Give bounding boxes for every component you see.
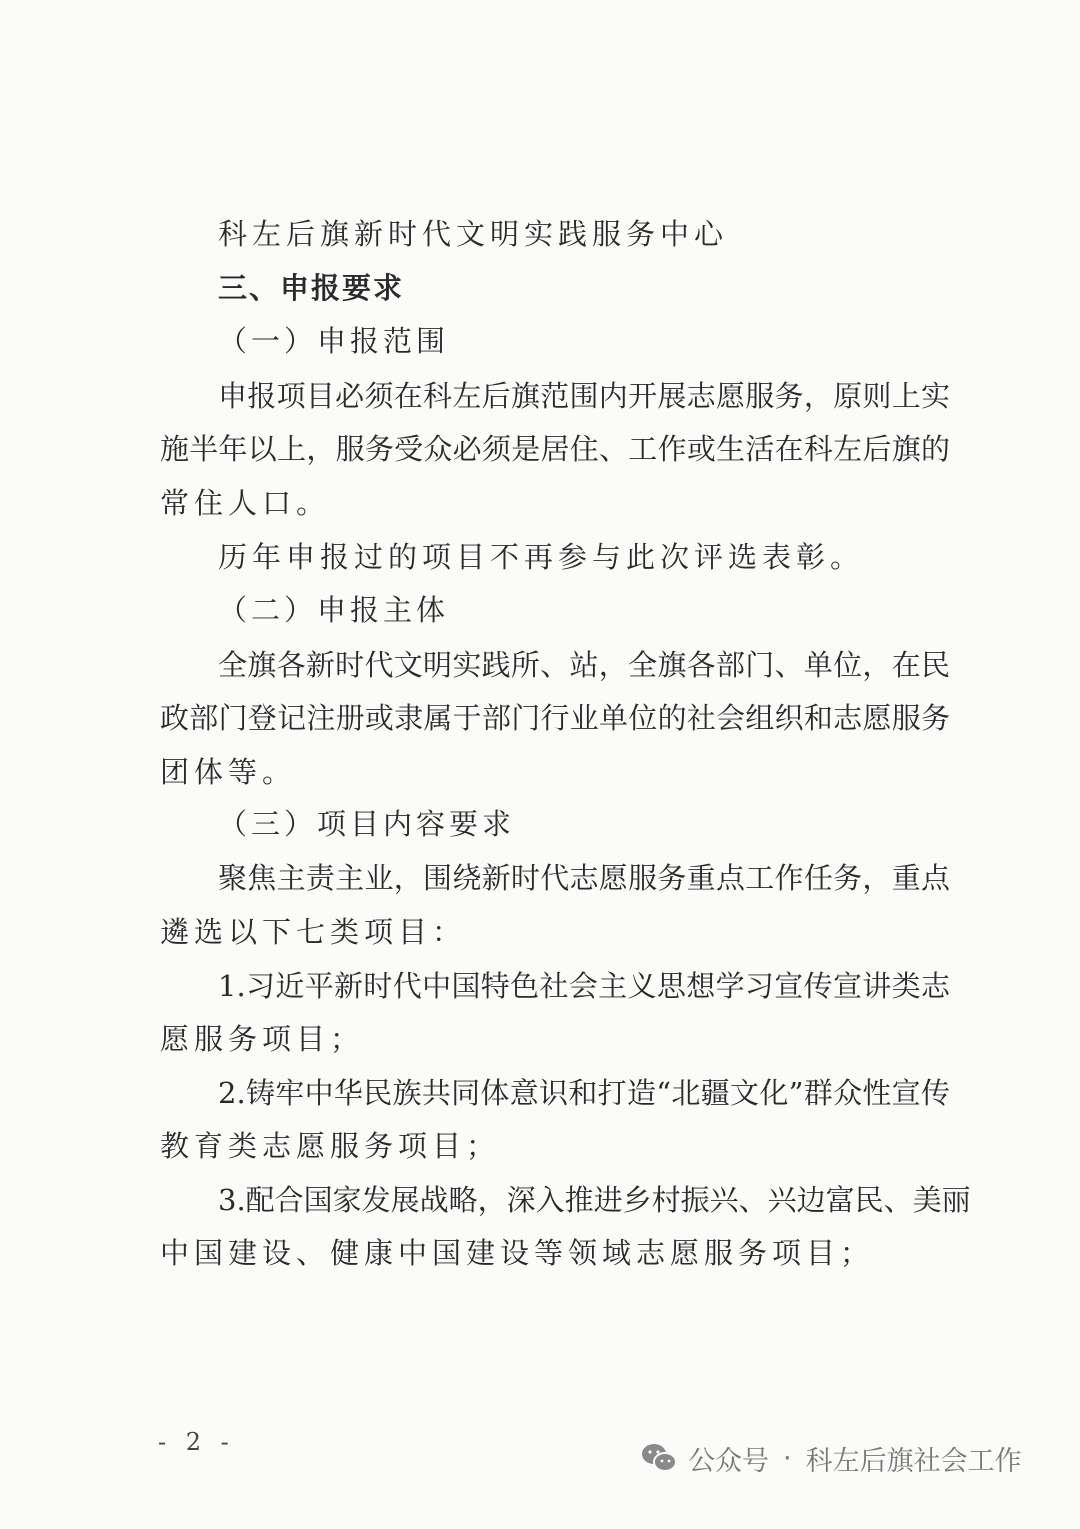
section-heading: 三、申报要求 bbox=[218, 271, 405, 305]
paragraph-line: 历年申报过的项目不再参与此次评选表彰。 bbox=[218, 540, 865, 574]
page-number: - 2 - bbox=[158, 1428, 235, 1456]
paragraph-line: 聚焦主责主业，围绕新时代志愿服务重点工作任务，重点 bbox=[218, 861, 950, 895]
watermark-prefix: 公众号 bbox=[688, 1445, 769, 1477]
wechat-icon bbox=[640, 1442, 678, 1474]
watermark bbox=[640, 1436, 1022, 1480]
paragraph-line: 遴选以下七类项目： bbox=[160, 915, 467, 949]
paragraph-line: 常住人口。 bbox=[160, 486, 331, 520]
unit-name: 科左后旗新时代文明实践服务中心 bbox=[218, 217, 729, 251]
watermark-separator: · bbox=[783, 1442, 792, 1474]
list-item: 2.铸牢中华民族共同体意识和打造“北疆文化”群众性宣传 bbox=[218, 1076, 950, 1110]
paragraph-line: 施半年以上，服务受众必须是居住、工作或生活在科左后旗的 bbox=[160, 432, 950, 466]
list-item: 1.习近平新时代中国特色社会主义思想学习宣传宣讲类志 bbox=[218, 969, 950, 1003]
list-item-continued: 愿服务项目； bbox=[160, 1022, 365, 1056]
subheading-applicant: （二）申报主体 bbox=[218, 593, 450, 627]
subheading-content: （三）项目内容要求 bbox=[218, 807, 516, 841]
subheading-scope: （一）申报范围 bbox=[218, 324, 450, 358]
paragraph-line: 政部门登记注册或隶属于部门行业单位的社会组织和志愿服务 bbox=[160, 701, 950, 735]
paragraph-line: 全旗各新时代文明实践所、站，全旗各部门、单位，在民 bbox=[218, 648, 950, 682]
watermark-account: 科左后旗社会工作 bbox=[805, 1445, 1022, 1477]
paragraph-line: 团体等。 bbox=[160, 755, 297, 789]
list-item: 3.配合国家发展战略，深入推进乡村振兴、兴边富民、美丽 bbox=[218, 1183, 971, 1217]
paragraph-line: 申报项目必须在科左后旗范围内开展志愿服务，原则上实 bbox=[218, 379, 950, 413]
list-item-continued: 中国建设、健康中国建设等领域志愿服务项目； bbox=[160, 1236, 875, 1270]
list-item-continued: 教育类志愿服务项目； bbox=[160, 1129, 501, 1163]
